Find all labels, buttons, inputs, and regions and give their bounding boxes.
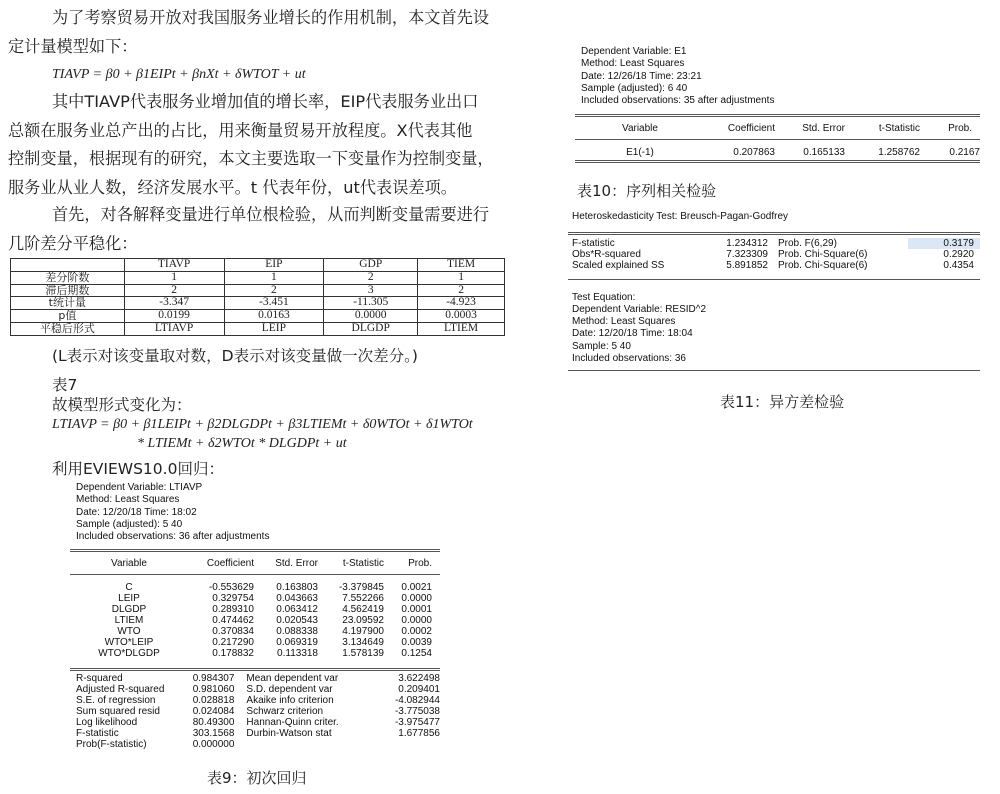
table-row [70, 684, 440, 695]
table-row [11, 271, 505, 284]
table-cell: 0.1254 [401, 647, 432, 659]
table-cell: 0.0001 [401, 603, 432, 615]
description-line-4: 服务业从业人数，经济发展水平。t 代表年份，ut代表误差项。 [8, 177, 457, 197]
table11-title: Heteroskedasticity Test: Breusch-Pagan-Godfrey [572, 211, 789, 222]
unit-root-row-label: 平稳后形式 [11, 322, 125, 335]
stat-label: Mean dependent var [246, 673, 339, 685]
table-cell: 4.197900 [342, 625, 384, 637]
table9-column-headers [70, 551, 440, 575]
stat-value [378, 739, 440, 750]
table10-column-headers [575, 116, 980, 140]
stat-value: 0.981060 [192, 684, 235, 696]
unit-root-header-cell: TIEM [418, 259, 505, 272]
table-cell: 3 [324, 284, 418, 297]
table-cell: DLGDP [324, 322, 418, 335]
table-row [70, 593, 440, 604]
table-cell: 1 [418, 271, 505, 284]
spacer [568, 271, 980, 279]
table-cell: 0.165133 [803, 146, 845, 158]
table9-caption: 表9：初次回归 [207, 769, 307, 787]
table-cell: 2 [224, 284, 324, 297]
table-cell: LEIP [224, 322, 324, 335]
unit-root-paragraph [8, 201, 508, 258]
column-header: Prob. [920, 116, 980, 140]
intro-line-1: 为了考察贸易开放对我国服务业增长的作用机制，本文首先设 [52, 8, 490, 27]
test-equation-line: Method: Least Squares [572, 316, 676, 328]
unit-root-header-cell: TIAVP [124, 259, 224, 272]
unit-root-line-1: 首先，对各解释变量进行单位根检验，从而判断变量需要进行 [52, 205, 490, 224]
log-note: (L表示对该变量取对数，D表示对该变量做一次差分。) [52, 347, 418, 365]
table-cell: 2 [418, 284, 505, 297]
table11-test-equation [568, 279, 980, 366]
stat-label: Prob. Chi-Square(6) [778, 248, 868, 260]
table-cell: -3.451 [224, 297, 324, 310]
stat-label: Schwarz criterion [246, 706, 324, 718]
divider [568, 370, 980, 371]
table10-header [575, 46, 980, 107]
unit-root-header-cell: GDP [324, 259, 418, 272]
table-row [70, 728, 440, 739]
table-row [568, 260, 980, 271]
stat-value: 0.000000 [192, 739, 235, 751]
table9-header-line: Sample (adjusted): 5 40 [76, 518, 183, 530]
table-cell: 0.178832 [212, 647, 254, 659]
table-row [70, 673, 440, 684]
stat-label: Adjusted R-squared [76, 684, 165, 696]
unit-root-row-label: 滞后期数 [11, 284, 125, 297]
eviews-label: 利用EVIEWS10.0回归： [52, 460, 224, 478]
table-cell: 2 [124, 284, 224, 297]
table-cell: 3.134649 [342, 636, 384, 648]
table-cell: 0.474462 [212, 614, 254, 626]
stat-label: R-squared [76, 673, 123, 685]
unit-root-header-row [11, 259, 505, 272]
table-row [11, 297, 505, 310]
stat-value: -3.975477 [394, 717, 440, 729]
stat-value: 0.209401 [398, 684, 440, 696]
description-paragraph [8, 88, 508, 202]
table10-caption: 表10：序列相关检验 [577, 182, 717, 200]
variable-name: DLGDP [111, 603, 147, 615]
table-cell: 7.552266 [342, 592, 384, 604]
table-cell: 0.217290 [212, 636, 254, 648]
table-cell: 1 [224, 271, 324, 284]
table11-caption: 表11：异方差检验 [720, 393, 845, 411]
table-row [70, 637, 440, 648]
table-cell: 0.0000 [401, 614, 432, 626]
stat-label: F-statistic [572, 237, 615, 249]
variable-name: LTIEM [114, 614, 144, 626]
table-row [70, 706, 440, 717]
table-row [70, 739, 440, 750]
table9-summary-stats [70, 668, 440, 751]
intro-line-2: 定计量模型如下： [8, 36, 138, 56]
unit-root-row-label: 差分阶数 [11, 271, 125, 284]
description-line-3: 控制变量，根据现有的研究，本文主要选取一下变量作为控制变量， [8, 149, 494, 168]
stat-value: 0.984307 [192, 673, 235, 685]
table-cell: 0.0199 [124, 310, 224, 323]
unit-root-header-cell [11, 259, 125, 272]
table-cell: 2 [324, 271, 418, 284]
table10-header-line: Dependent Variable: E1 [581, 46, 687, 57]
table7-label: 表7 [52, 376, 78, 394]
spacer [70, 659, 440, 668]
stat-label: S.D. dependent var [246, 684, 333, 696]
description-line-1: 其中TIAVP代表服务业增加值的增长率，EIP代表服务业出口 [52, 92, 479, 111]
stat-label: Scaled explained SS [572, 259, 665, 271]
table-cell: 0.020543 [276, 614, 318, 626]
table-row [70, 648, 440, 659]
test-equation-line: Test Equation: [572, 291, 636, 303]
table-cell: 0.069319 [276, 636, 318, 648]
table-cell: 0.0003 [418, 310, 505, 323]
table-row [70, 582, 440, 593]
table-cell: 1.258762 [878, 146, 920, 158]
stat-value: 1.677856 [398, 728, 440, 740]
variable-name: E1(-1) [626, 146, 654, 158]
unit-root-table [10, 258, 505, 336]
stat-label: Log likelihood [76, 717, 138, 729]
table-cell: 0.329754 [212, 592, 254, 604]
column-header: Std. Error [775, 116, 845, 140]
regression-output-table10 [575, 46, 980, 165]
stat-label: Prob. Chi-Square(6) [778, 259, 868, 271]
stat-label: Prob. F(6,29) [778, 237, 837, 249]
table-row [70, 615, 440, 626]
table-row [568, 249, 980, 260]
table9-header-line: Dependent Variable: LTIAVP [76, 482, 203, 493]
stat-label: Sum squared resid [76, 706, 160, 718]
table10-header-line: Date: 12/26/18 Time: 23:21 [581, 70, 702, 82]
formula-line-1: LTIAVP = β0 + β1LEIPt + β2DLGDPt + β3LTIEMt + δ0WTOt + δ1WTOt [52, 417, 473, 432]
table-cell: -3.379845 [338, 581, 384, 593]
regression-output-table9 [70, 482, 445, 750]
table9-header [70, 482, 445, 543]
table-cell: -4.923 [418, 297, 505, 310]
table10-header-line: Method: Least Squares [581, 58, 685, 70]
stat-label: Prob(F-statistic) [76, 739, 147, 751]
stat-value: 7.323309 [726, 248, 768, 260]
unit-root-line-2: 几阶差分平稳化： [8, 233, 138, 253]
test-equation-line: Date: 12/20/18 Time: 18:04 [572, 328, 693, 340]
column-header: Variable [575, 116, 705, 140]
intro-paragraph [8, 4, 508, 61]
formula-line-2: * LTIEMt + δ2WTOt * DLGDPt + ut [137, 436, 347, 451]
table-cell: 0.0000 [324, 310, 418, 323]
stat-value: 0.4354 [943, 259, 974, 271]
column-header: t-Statistic [318, 551, 384, 575]
table-cell: 1.578139 [342, 647, 384, 659]
table-cell: 0.163803 [276, 581, 318, 593]
table-row [11, 310, 505, 323]
model-change-label: 故模型形式变化为： [52, 396, 192, 414]
table-cell: 0.289310 [212, 603, 254, 615]
variable-name: WTO [117, 625, 141, 637]
table-cell: 0.207863 [733, 146, 775, 158]
stat-value: 80.49300 [192, 717, 235, 729]
column-header: Variable [70, 551, 188, 575]
stat-value: 5.891852 [726, 259, 768, 271]
table-cell: 0.063412 [276, 603, 318, 615]
stat-value: 303.1568 [192, 728, 235, 740]
table-row [11, 284, 505, 297]
variable-name: WTO*LEIP [104, 636, 154, 648]
column-header: t-Statistic [845, 116, 920, 140]
table-cell: 0.0021 [401, 581, 432, 593]
table-cell: 0.0039 [401, 636, 432, 648]
table-row [70, 695, 440, 706]
table-row [575, 144, 980, 162]
table9-header-line: Date: 12/20/18 Time: 18:02 [76, 506, 197, 518]
variable-name: C [125, 581, 133, 593]
table10-header-line: Included observations: 35 after adjustments [581, 95, 775, 107]
test-equation-line: Sample: 5 40 [572, 340, 631, 352]
table-cell: 0.043663 [276, 592, 318, 604]
unit-root-row-label: p值 [11, 310, 125, 323]
stat-label: F-statistic [76, 728, 119, 740]
variable-name: LEIP [118, 592, 140, 604]
stat-value: 0.024084 [192, 706, 235, 718]
table-cell: -3.347 [124, 297, 224, 310]
stat-value: -3.775038 [394, 706, 440, 718]
stat-label: Durbin-Watson stat [246, 728, 332, 740]
table-row [70, 717, 440, 728]
unit-root-row-label: t统计量 [11, 297, 125, 310]
table-cell: 0.0163 [224, 310, 324, 323]
test-equation-line: Included observations: 36 [572, 352, 686, 364]
table-cell: 4.562419 [342, 603, 384, 615]
stat-label: Hannan-Quinn criter. [246, 717, 339, 729]
table11-test-results [568, 232, 980, 279]
stat-value: 0.2920 [943, 248, 974, 260]
divider [70, 575, 440, 582]
table-row [70, 604, 440, 615]
test-equation-line: Dependent Variable: RESID^2 [572, 303, 707, 315]
unit-root-header-cell: EIP [224, 259, 324, 272]
stat-label: S.E. of regression [76, 695, 156, 707]
table-cell: 0.0000 [401, 592, 432, 604]
column-header: Prob. [384, 551, 440, 575]
table10-coefficients [575, 114, 980, 165]
table9-coefficients [70, 549, 440, 668]
column-header: Coefficient [188, 551, 254, 575]
stat-label: Akaike info criterion [246, 695, 334, 707]
table-cell: LTIEM [418, 322, 505, 335]
table-cell: 0.0002 [401, 625, 432, 637]
table-cell: LTIAVP [124, 322, 224, 335]
highlighted-prob-value: 0.3179 [908, 238, 980, 249]
stat-label [234, 739, 378, 750]
table-cell: 0.370834 [212, 625, 254, 637]
table9-header-line: Method: Least Squares [76, 494, 180, 506]
description-line-2: 总额在服务业总产出的占比，用来衡量贸易开放程度。X代表其他 [8, 120, 473, 140]
divider [575, 162, 980, 165]
variable-name: WTO*DLGDP [98, 647, 160, 659]
heteroskedasticity-test-table11 [568, 210, 980, 371]
table9-header-line: Included observations: 36 after adjustments [76, 531, 270, 543]
table-cell: 0.2167 [949, 146, 980, 158]
stat-value: 0.028818 [192, 695, 235, 707]
table-cell: 0.113318 [277, 647, 318, 659]
table-row [70, 626, 440, 637]
table-cell: -0.553629 [208, 581, 254, 593]
table10-header-line: Sample (adjusted): 6 40 [581, 82, 688, 94]
stat-value: 3.622498 [398, 673, 440, 685]
table-cell: 0.088338 [276, 625, 318, 637]
table-cell: 1 [124, 271, 224, 284]
column-header: Std. Error [254, 551, 318, 575]
column-header: Coefficient [705, 116, 775, 140]
table-cell: 23.09592 [342, 614, 384, 626]
table-cell: -11.305 [324, 297, 418, 310]
stat-value: -4.082944 [394, 695, 440, 707]
stat-label: Obs*R-squared [572, 248, 641, 260]
model-formula: TIAVP = β0 + β1EIPt + βnXt + δWTOT + ut [52, 67, 306, 82]
stat-value: 1.234312 [726, 237, 768, 249]
table-row [11, 322, 505, 335]
table-row [568, 238, 980, 249]
